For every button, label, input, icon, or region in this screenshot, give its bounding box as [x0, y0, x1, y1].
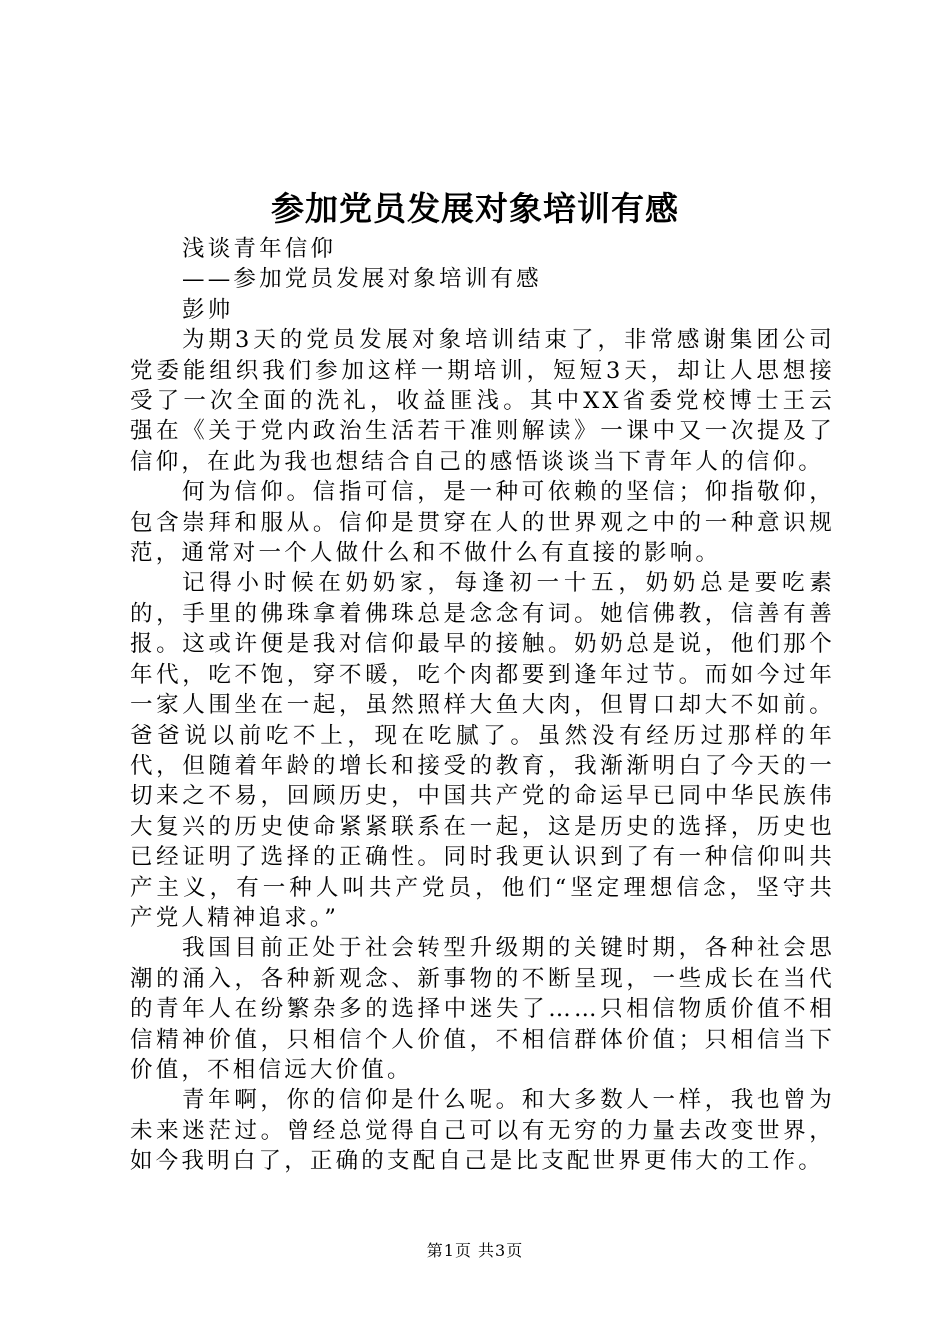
- document-body: [130, 234, 835, 1177]
- paragraph: 何为信仰。信指可信，是一种可依赖的坚信；仰指敬仰，包含崇拜和服从。信仰是贯穿在人的世界观之中的一种意识规范，通常对一个人做什么和不做什么有直接的影响。: [130, 479, 835, 567]
- subtitle: 浅谈青年信仰: [182, 236, 337, 262]
- paragraph: 青年啊，你的信仰是什么呢。和大多数人一样，我也曾为未来迷茫过。曾经总觉得自己可以有无穷的力量去改变世界，如今我明白了，正确的支配自己是比支配世界更伟大的工作。: [130, 1087, 835, 1175]
- document-title: 参加党员发展对象培训有感: [271, 189, 679, 228]
- paragraph: 为期3天的党员发展对象培训结束了，非常感谢集团公司党委能组织我们参加这样一期培训，短短3天，却让人思想接受了一次全面的洗礼，收益匪浅。其中XX省委党校博士王云强在《关于党内政治生活若干准则解读》一课中又一次提及了信仰，在此为我也想结合自己的感悟谈谈当下青年人的信仰。: [130, 327, 835, 475]
- paragraph: 记得小时候在奶奶家，每逢初一十五，奶奶总是要吃素的，手里的佛珠拿着佛珠总是念念有词。她信佛教，信善有善报。这或许便是我对信仰最早的接触。奶奶总是说，他们那个年代，吃不饱，穿不暖，吃个肉都要到逢年过节。而如今过年一家人围坐在一起，虽然照样大鱼大肉，但胃口却大不如前。爸爸说以前吃不上，现在吃腻了。虽然没有经历过那样的年代，但随着年龄的增长和接受的教育，我渐渐明白了今天的一切来之不易，回顾历史，中国共产党的命运早已同中华民族伟大复兴的历史使命紧紧联系在一起，这是历史的选择，历史也已经证明了选择的正确性。同时我更认识到了有一种信仰叫共产主义，有一种人叫共产党员，他们“坚定理想信念，坚守共产党人精神追求。”: [130, 570, 835, 931]
- page-number-footer: 第1页 共3页: [426, 1241, 524, 1260]
- paragraph: 我国目前正处于社会转型升级期的关键时期，各种社会思潮的涌入，各种新观念、新事物的不断呈现，一些成长在当代的青年人在纷繁杂多的选择中迷失了……只相信物质价值不相信精神价值，只相信个人价值，不相信群体价值；只相信当下价值，不相信远大价值。: [130, 935, 835, 1083]
- subheading: ——参加党员发展对象培训有感: [182, 266, 542, 293]
- author: 彭帅: [182, 296, 234, 323]
